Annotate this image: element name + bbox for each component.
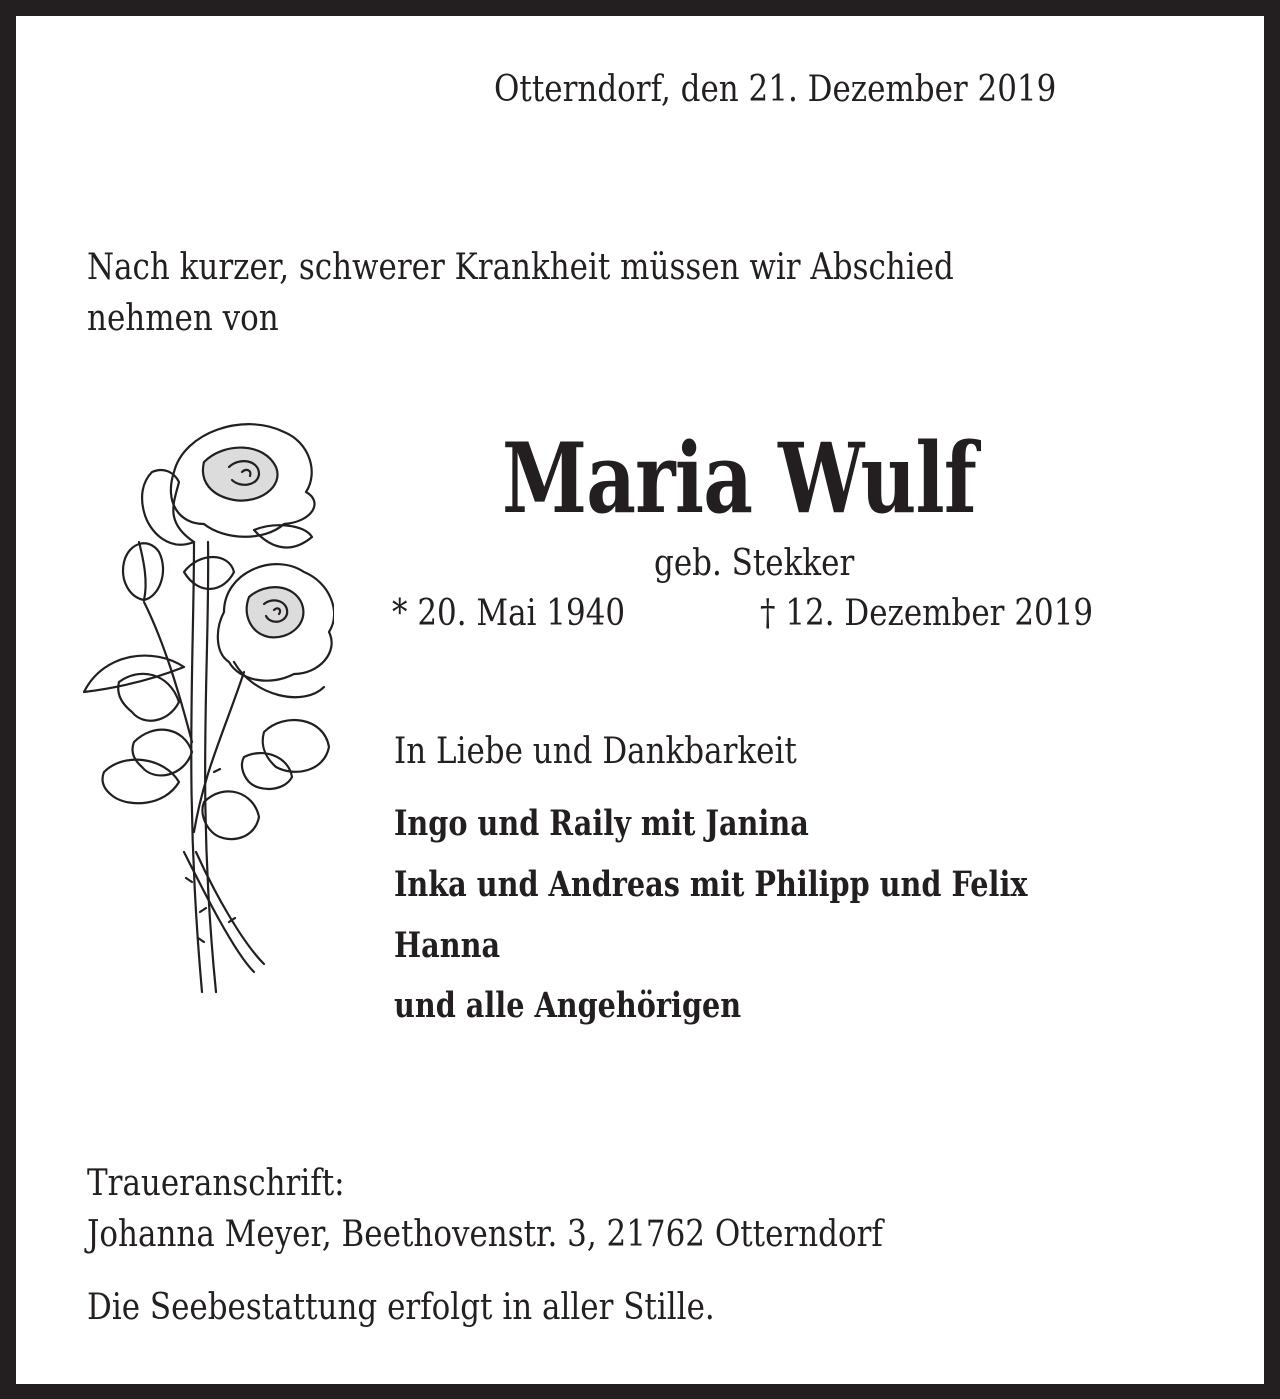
intro-line-2: nehmen von: [87, 298, 279, 339]
intro-line-1: Nach kurzer, schwerer Krankheit müssen wir Abschied: [87, 247, 954, 288]
obituary-notice: [16, 16, 1264, 1384]
place-date: Otterndorf, den 21. Dezember 2019: [494, 69, 1057, 110]
rose-bouquet-icon: [44, 412, 334, 1012]
mourner-line: Hanna: [394, 925, 501, 966]
mourner-line: und alle Angehörigen: [394, 985, 742, 1026]
mourning-address: Johanna Meyer, Beethovenstr. 3, 21762 Otterndorf: [87, 1214, 883, 1255]
mourner-line: Ingo und Raily mit Janina: [394, 803, 809, 844]
mourner-line: Inka und Andreas mit Philipp und Felix: [394, 864, 1028, 905]
closing-note: Die Seebestattung erfolgt in aller Stille.: [87, 1287, 715, 1328]
dedication: In Liebe und Dankbarkeit: [394, 731, 797, 772]
death-date: † 12. Dezember 2019: [760, 593, 1094, 634]
deceased-name: Maria Wulf: [502, 422, 977, 535]
maiden-name: geb. Stekker: [654, 543, 855, 584]
address-label: Traueranschrift:: [87, 1163, 345, 1204]
birth-date: * 20. Mai 1940: [392, 593, 626, 634]
